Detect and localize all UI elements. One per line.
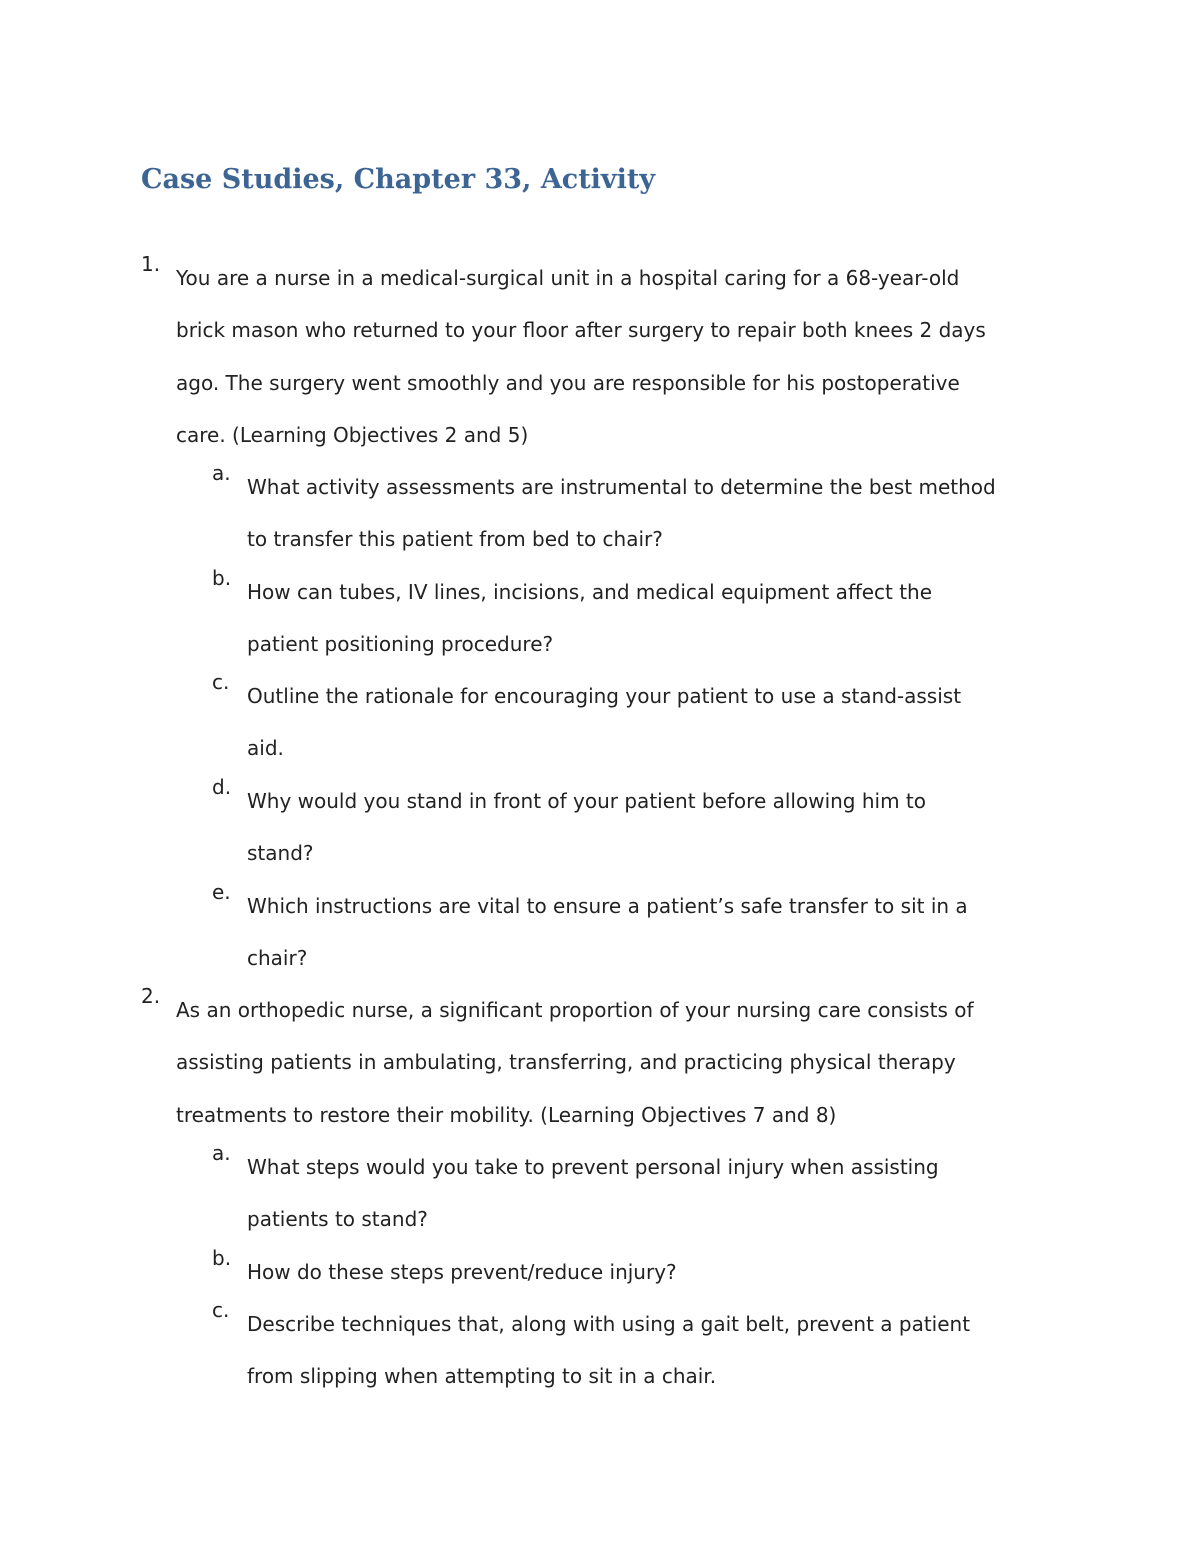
question-line: You are a nurse in a medical-surgical unit in a hospital caring for a 68-year-old	[176, 266, 960, 290]
subquestion-text	[247, 775, 1077, 880]
question-number: 1.	[141, 252, 161, 276]
question-line: care. (Learning Objectives 2 and 5)	[176, 422, 529, 447]
subquestion-line: Which instructions are vital to ensure a patient’s safe transfer to sit in a	[247, 894, 968, 918]
subquestion-line: Why would you stand in front of your patient before allowing him to	[247, 789, 927, 813]
subquestion-text	[247, 1298, 1077, 1403]
subquestion-line: to transfer this patient from bed to chair?	[247, 527, 663, 552]
subquestion-line: Describe techniques that, along with using a gait belt, prevent a patient	[247, 1312, 971, 1336]
question-line: brick mason who returned to your floor after surgery to repair both knees 2 days	[176, 318, 986, 343]
subquestion-letter: e.	[212, 880, 231, 904]
question-line: ago. The surgery went smoothly and you are responsible for his postoperative	[176, 370, 960, 395]
subquestion-letter: b.	[212, 1246, 232, 1270]
subquestion-text	[247, 461, 1077, 566]
subquestion-letter: a.	[212, 461, 231, 485]
subquestion-letter: c.	[212, 670, 230, 694]
subquestion-text	[247, 566, 1077, 671]
subquestion-text	[247, 670, 1077, 775]
question-text	[176, 984, 1076, 1141]
subquestion-letter: b.	[212, 566, 232, 590]
subquestion-text	[247, 1141, 1077, 1246]
question-text	[176, 252, 1076, 461]
question-line: As an orthopedic nurse, a significant proportion of your nursing care consists of	[176, 998, 974, 1022]
subquestion-letter: d.	[212, 775, 232, 799]
subquestion-line: How do these steps prevent/reduce injury?	[247, 1260, 677, 1284]
subquestion-line: Outline the rationale for encouraging your patient to use a stand-assist	[247, 684, 962, 708]
document-title: Case Studies, Chapter 33, Activity	[141, 164, 656, 195]
subquestion-line: stand?	[247, 841, 314, 866]
question-line: assisting patients in ambulating, transferring, and practicing physical therapy	[176, 1050, 956, 1075]
subquestion-text	[247, 1246, 1077, 1298]
subquestion-letter: c.	[212, 1298, 230, 1322]
subquestion-line: How can tubes, IV lines, incisions, and medical equipment affect the	[247, 580, 933, 604]
subquestion-line: patients to stand?	[247, 1207, 428, 1232]
subquestion-line: from slipping when attempting to sit in a chair.	[247, 1364, 717, 1389]
subquestion-line: What steps would you take to prevent personal injury when assisting	[247, 1155, 939, 1179]
subquestion-letter: a.	[212, 1141, 231, 1165]
subquestion-line: What activity assessments are instrumental to determine the best method	[247, 475, 996, 499]
question-line: treatments to restore their mobility. (Learning Objectives 7 and 8)	[176, 1102, 837, 1127]
subquestion-line: patient positioning procedure?	[247, 632, 554, 657]
subquestion-text	[247, 880, 1077, 985]
question-number: 2.	[141, 984, 161, 1008]
subquestion-line: aid.	[247, 736, 284, 761]
subquestion-line: chair?	[247, 946, 308, 971]
